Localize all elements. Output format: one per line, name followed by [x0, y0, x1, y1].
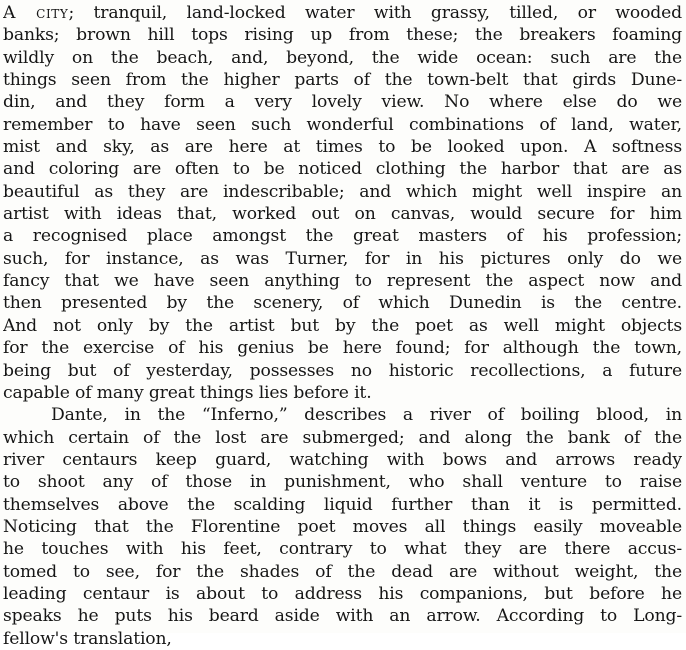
text-line: And not only by the artist but by the poet as well might objects — [3, 315, 682, 336]
text-line: capable of many great things lies before it. — [3, 382, 372, 403]
text-line: he touches with his feet, contrary to what they are there accus- — [3, 539, 682, 560]
lead-in-small-caps: A city — [3, 3, 69, 23]
paragraph-dante-inferno — [3, 404, 682, 650]
text-line: mist and sky, as are here at times to be looked upon. A softness — [3, 137, 682, 158]
text-line: for the exercise of his genius be here found; for although the town, — [3, 338, 682, 359]
text-line: themselves above the scalding liquid further than it is permitted. — [3, 494, 682, 515]
text-line-rest: ; tranquil, land-locked water with grassy, tilled, or wooded — [68, 3, 682, 23]
text-line: and coloring are often to be noticed clothing the harbor that are as — [3, 159, 682, 180]
text-line: fellow's translation, — [3, 628, 172, 649]
text-line: wildly on the beach, and, beyond, the wide ocean: such are the — [3, 47, 682, 68]
text-line: remember to have seen such wonderful combinations of land, water, — [3, 114, 682, 135]
text-line: then presented by the scenery, of which Dunedin is the centre. — [3, 293, 682, 314]
text-line: speaks he puts his beard aside with an arrow. According to Long- — [3, 606, 682, 627]
text-line: such, for instance, as was Turner, for in his pictures only do we — [3, 248, 682, 269]
text-line: tomed to see, for the shades of the dead are without weight, the — [3, 561, 682, 582]
text-line: Dante, in the “Inferno,” describes a river of boiling blood, in — [51, 405, 682, 426]
text-line: leading centaur is about to address his companions, but before he — [3, 583, 682, 604]
text-line: din, and they form a very lovely view. No where else do we — [3, 92, 682, 113]
text-line: things seen from the higher parts of the town-belt that girds Dune- — [3, 70, 682, 91]
text-line: Noticing that the Florentine poet moves all things easily moveable — [3, 516, 682, 537]
text-line: river centaurs keep guard, watching with bows and arrows ready — [3, 449, 682, 470]
text-line: artist with ideas that, worked out on canvas, would secure for him — [3, 204, 682, 225]
text-line: fancy that we have seen anything to represent the aspect now and — [3, 271, 682, 292]
text-line: to shoot any of those in punishment, who shall venture to raise — [3, 472, 682, 493]
text-line: a recognised place amongst the great masters of his profession; — [3, 226, 682, 247]
text-line: banks; brown hill tops rising up from these; the breakers foaming — [3, 25, 682, 46]
text-line: being but of yesterday, possesses no historic recollections, a future — [3, 360, 682, 381]
text-line: which certain of the lost are submerged; and along the bank of the — [3, 427, 682, 448]
paragraph-dunedin-view — [3, 2, 682, 404]
text-line — [3, 2, 682, 24]
text-line: beautiful as they are indescribable; and which might well inspire an — [3, 181, 682, 202]
